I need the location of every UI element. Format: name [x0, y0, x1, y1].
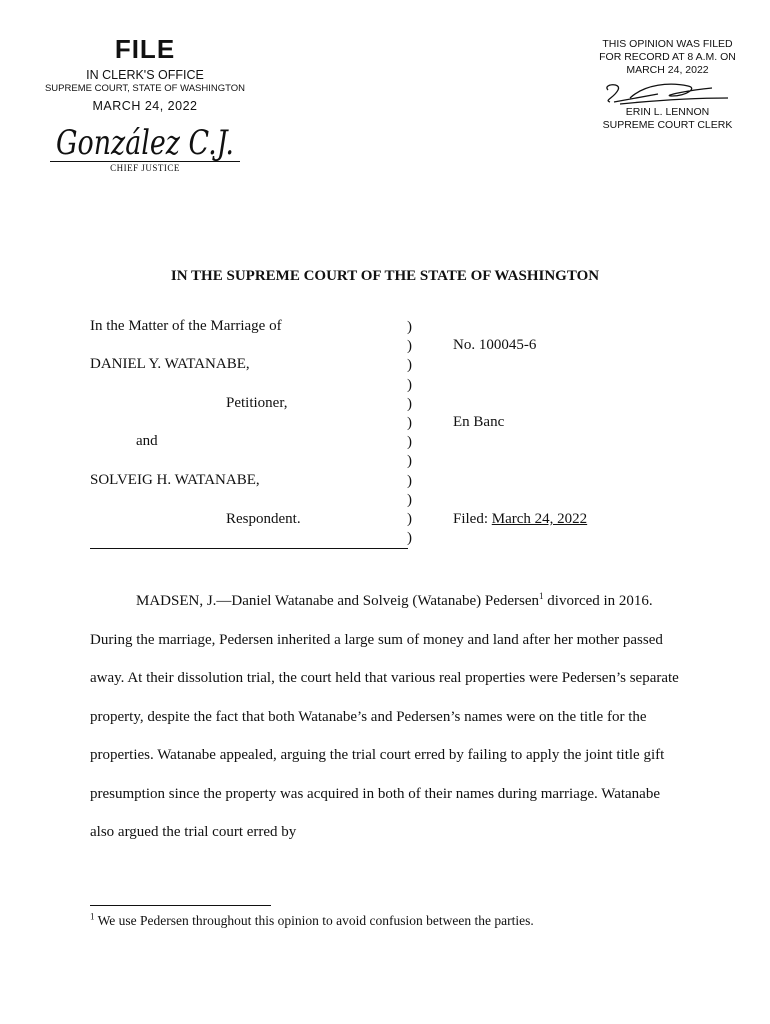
footnote-separator: [90, 905, 271, 906]
caption-paren: ): [407, 415, 412, 432]
respondent-role: Respondent.: [226, 511, 301, 527]
record-stamp: [585, 38, 750, 77]
caption-paren: ): [407, 338, 412, 355]
caption-underline: [90, 548, 408, 549]
footnote-reference[interactable]: 1: [539, 591, 544, 601]
filed-label: Filed:: [453, 511, 489, 527]
caption-paren: ): [407, 511, 412, 528]
caption-paren: ): [407, 453, 412, 470]
caption-paren: ): [407, 434, 412, 451]
caption-parentheses: [407, 318, 419, 548]
stamp-court: SUPREME COURT, STATE OF WASHINGTON: [44, 83, 246, 94]
record-stamp-line-1: THIS OPINION WAS FILED: [602, 38, 733, 50]
case-number: No. 100045-6: [453, 337, 537, 353]
caption-paren: ): [407, 395, 412, 412]
court-heading: IN THE SUPREME COURT OF THE STATE OF WASHINGTON: [170, 268, 600, 284]
opinion-text-start: MADSEN, J.—Daniel Watanabe and Solveig (Watanabe) Pedersen: [136, 593, 540, 609]
caption-paren: ): [407, 472, 412, 489]
caption-paren: ): [407, 376, 412, 393]
stamp-date: MARCH 24, 2022: [92, 99, 198, 113]
caption-paren: ): [407, 491, 412, 508]
signature-line: [50, 161, 240, 162]
footnote: [90, 912, 690, 930]
en-banc-label: En Banc: [453, 414, 505, 430]
footnote-text: We use Pedersen throughout this opinion to avoid confusion between the parties.: [94, 913, 534, 928]
footnote-mark: 1: [90, 911, 95, 922]
filed-date: March 24, 2022: [491, 511, 588, 527]
record-stamp-line-2: FOR RECORD AT 8 A.M. ON: [599, 51, 736, 63]
filing-stamp: [30, 34, 260, 114]
clerk-block: [585, 106, 750, 132]
opinion-text-rest: divorced in 2016. During the marriage, Pedersen inherited a large sum of money and land after her mother passed away. At their dissolution trial, the court held that various real properties were Pedersen’s separate property, despite the fact that both Watanabe’s and Pedersen’s names were on the title for the properties. Watanabe appealed, arguing the trial court erred by failing to apply the joint title gift presumption since the property was acquired in both of their names during marriage. Watanabe also argued the trial court erred by: [90, 593, 679, 840]
clerk-signature: [600, 78, 730, 108]
caption-paren: ): [407, 530, 412, 547]
chief-justice-title: CHIEF JUSTICE: [110, 163, 180, 173]
caption-conjunction: and: [136, 433, 158, 449]
caption-paren: ): [407, 357, 412, 374]
caption-paren: ): [407, 319, 412, 335]
petitioner-role: Petitioner,: [226, 395, 288, 411]
clerk-name: ERIN L. LENNON: [625, 106, 710, 118]
filed-line: [453, 510, 587, 529]
clerk-title: SUPREME COURT CLERK: [602, 119, 733, 131]
petitioner-name: DANIEL Y. WATANABE,: [90, 356, 250, 372]
chief-justice-signature: [52, 112, 242, 168]
caption-matter: In the Matter of the Marriage of: [90, 318, 282, 334]
stamp-office: IN CLERK'S OFFICE: [86, 68, 204, 82]
stamp-file-title: FILE: [114, 34, 176, 64]
opinion-paragraph: [90, 582, 680, 852]
chief-justice-signature-text: González C.J.: [56, 123, 234, 163]
record-stamp-line-3: MARCH 24, 2022: [626, 64, 709, 76]
respondent-name: SOLVEIG H. WATANABE,: [90, 472, 260, 488]
